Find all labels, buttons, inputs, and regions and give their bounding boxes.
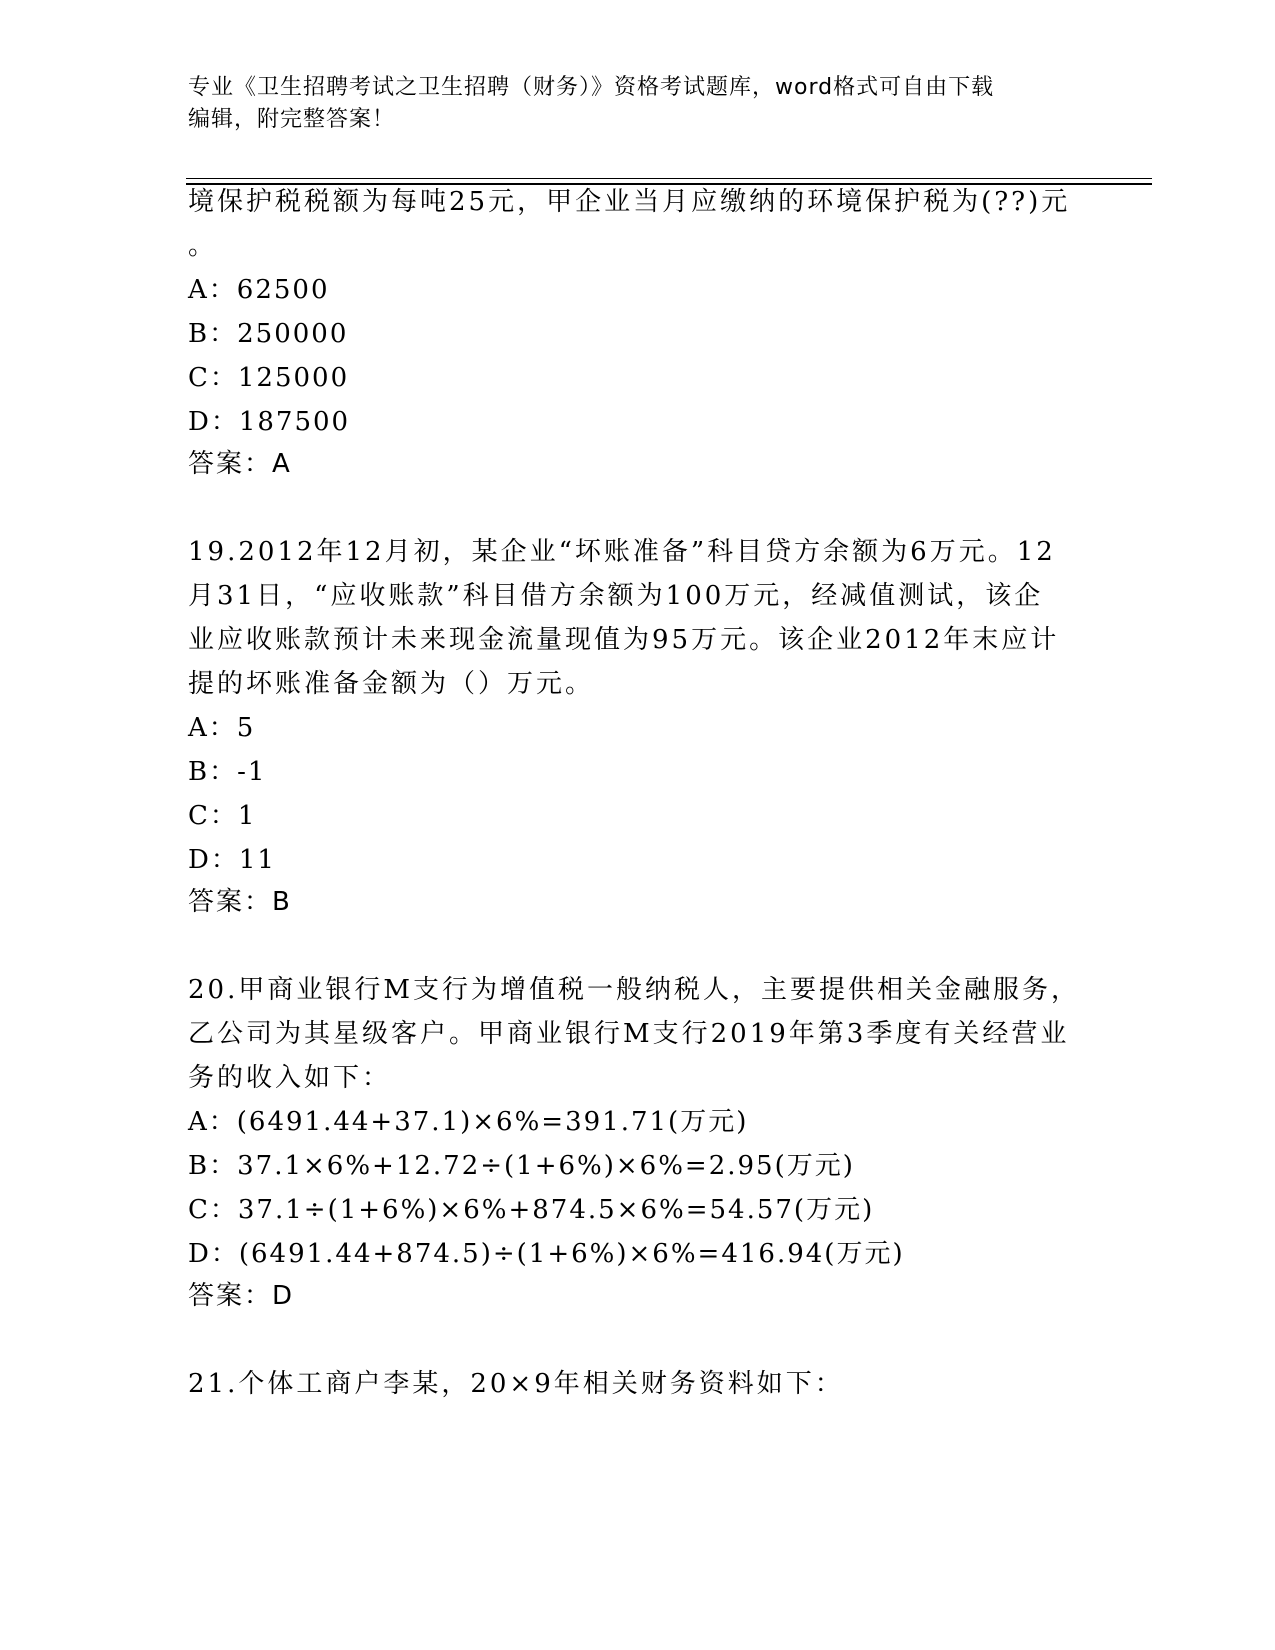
- question-21-text-line-1: 21.个体工商户李某，20×9年相关财务资料如下：: [188, 1369, 844, 1399]
- question-19-text-line-4: 提的坏账准备金额为（）万元。: [188, 669, 595, 699]
- question-19-text-line-3: 业应收账款预计未来现金流量现值为95万元。该企业2012年末应计: [188, 625, 1060, 655]
- document-header: [188, 72, 1088, 136]
- question-18-text-line-1: 境保护税税额为每吨25元，甲企业当月应缴纳的环境保护税为(??)元: [188, 187, 1071, 217]
- question-18-option-d: D：187500: [188, 407, 351, 437]
- question-18-answer: 答案：A: [188, 449, 292, 479]
- question-19-option-a: A：5: [188, 713, 256, 743]
- question-20-answer: 答案：D: [188, 1281, 295, 1311]
- question-19-option-b: B：-1: [188, 757, 267, 787]
- question-20-option-b: B：37.1×6%+12.72÷(1+6%)×6%=2.95(万元): [188, 1151, 855, 1181]
- question-18-option-a: A：62500: [188, 275, 330, 305]
- question-20-text-line-2: 乙公司为其星级客户。甲商业银行M支行2019年第3季度有关经营业: [188, 1019, 1070, 1049]
- question-19-text-line-2: 月31日，“应收账款”科目借方余额为100万元，经减值测试，该企: [188, 581, 1044, 611]
- question-18-text-line-2: 。: [188, 231, 218, 261]
- header-line-2: 编辑，附完整答案！: [188, 107, 396, 132]
- question-20-text-line-1: 20.甲商业银行M支行为增值税一般纳税人，主要提供相关金融服务，: [188, 975, 1080, 1005]
- question-19-text-line-1: 19.2012年12月初，某企业“坏账准备”科目贷方余额为6万元。12: [188, 537, 1056, 567]
- header-rule-thin: [186, 178, 1152, 179]
- question-18-option-b: B：250000: [188, 319, 349, 349]
- question-20-option-d: D：(6491.44+874.5)÷(1+6%)×6%=416.94(万元): [188, 1239, 905, 1269]
- question-19-answer: 答案：B: [188, 887, 292, 917]
- question-18-option-c: C：125000: [188, 363, 350, 393]
- header-rule-thick: [186, 183, 1152, 185]
- question-19-option-d: D：11: [188, 845, 276, 875]
- question-19-option-c: C：1: [188, 801, 257, 831]
- question-20-option-a: A：(6491.44+37.1)×6%=391.71(万元): [188, 1107, 749, 1137]
- header-line-1: 专业《卫生招聘考试之卫生招聘（财务）》资格考试题库，word格式可自由下载: [188, 75, 995, 100]
- question-20-text-line-3: 务的收入如下：: [188, 1063, 392, 1093]
- question-20-option-c: C：37.1÷(1+6%)×6%+874.5×6%=54.57(万元): [188, 1195, 875, 1225]
